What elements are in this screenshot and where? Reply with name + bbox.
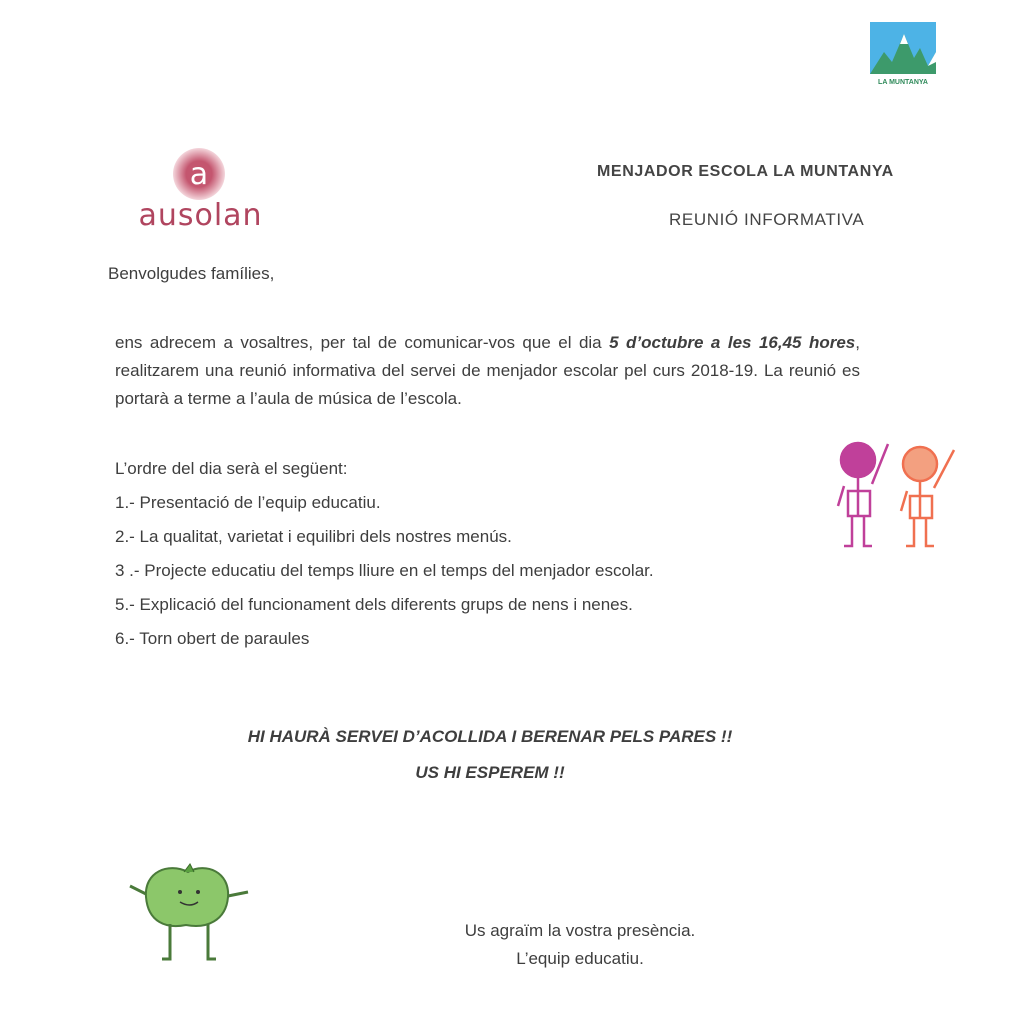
body-rest: , realitzarem una reunió informativa del servei de menjador escolar pel curs 2018-19. La reunió es portarà a terme a l’aula de música de l’escola. (115, 333, 860, 408)
header-subtitle: REUNIÓ INFORMATIVA (669, 210, 865, 229)
agenda-item: 2.- La qualitat, varietat i equilibri dels nostres menús. (115, 527, 512, 546)
agenda-heading: L’ordre del dia serà el següent: (115, 459, 348, 478)
svg-text:LA MUNTANYA: LA MUNTANYA (878, 79, 928, 86)
ausolan-wordmark: ausolan (138, 198, 263, 233)
svg-text:a: a (189, 157, 209, 192)
closing (430, 917, 730, 973)
apple-mascot-illustration (122, 862, 260, 975)
agenda (115, 457, 654, 661)
children-illustration (832, 436, 967, 563)
agenda-item: 5.- Explicació del funcionament dels diferents grups de nens i nenes. (115, 595, 633, 614)
announcement-welcome: US HI ESPEREM !! (415, 763, 565, 782)
agenda-item: 6.- Torn obert de paraules (115, 629, 310, 648)
ausolan-logo (128, 148, 273, 233)
body-intro: ens adrecem a vosaltres, per tal de comunicar-vos que el dia (115, 333, 610, 352)
closing-thanks: Us agraïm la vostra presència. (464, 921, 696, 940)
agenda-item: 1.- Presentació de l’equip educatiu. (115, 493, 381, 512)
agenda-item: 3 .- Projecte educatiu del temps lliure en el temps del menjador escolar. (115, 561, 654, 580)
body-paragraph (115, 329, 860, 413)
closing-signature: L’equip educatiu. (516, 949, 644, 968)
meeting-date: 5 d’octubre a les 16,45 hores (609, 333, 856, 352)
greeting: Benvolgudes famílies, (108, 264, 275, 283)
header-title: MENJADOR ESCOLA LA MUNTANYA (597, 163, 894, 180)
announcement-service: HI HAURÀ SERVEI D’ACOLLIDA I BERENAR PELS PARES !! (247, 727, 733, 746)
school-logo (870, 22, 936, 90)
